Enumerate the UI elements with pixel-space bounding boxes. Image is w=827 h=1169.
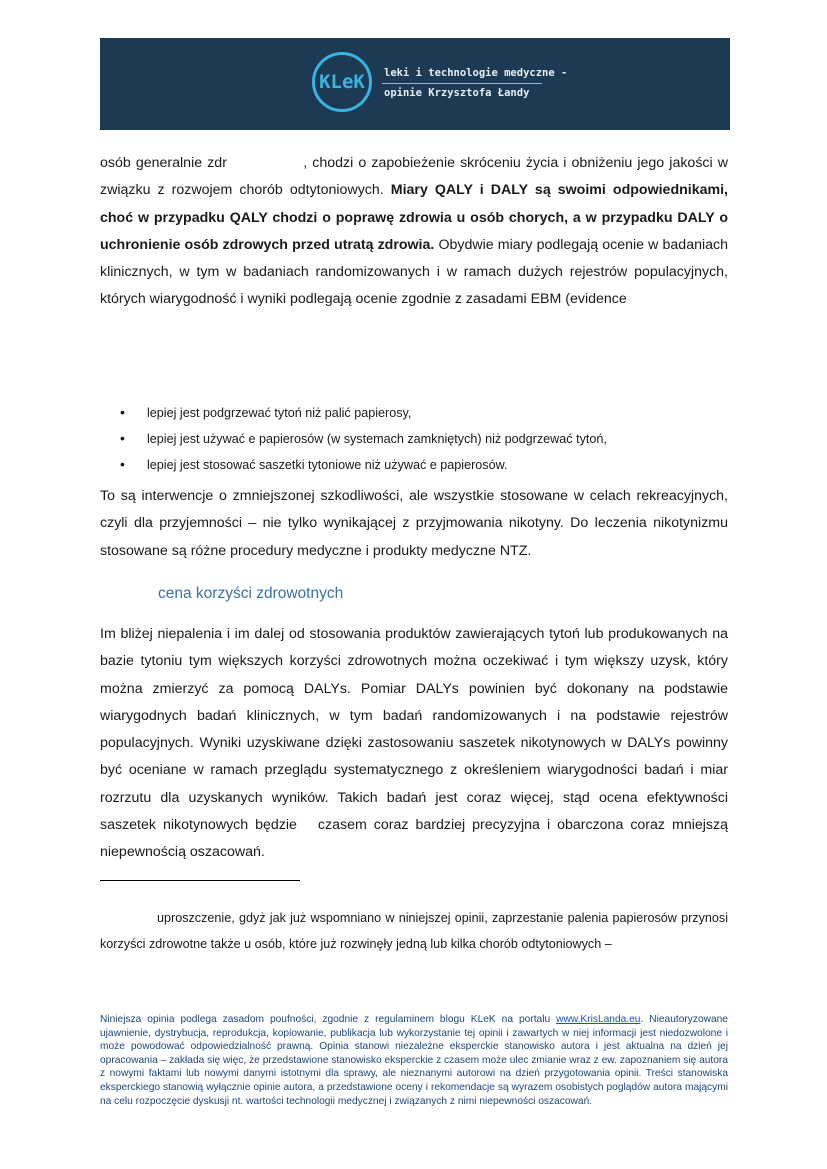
footer-text-before-link: Niniejsza opinia podlega zasadom poufności, zgodnie z regulaminem blogu KLeK na portalu xyxy=(100,1014,557,1025)
bullet-text: lepiej jest używać e papierosów (w systemach zamkniętych) niż podgrzewać tytoń, xyxy=(147,432,607,446)
paragraph-1-bold: Miary QALY i DALY są swoimi odpowiednikami, choć w przypadku QALY chodzi o poprawę zdrowia u osób chorych, a w przypadku DALY o uchronienie osób zdrowych przed utratą zdrowia. xyxy=(100,182,728,253)
list-item xyxy=(120,399,720,425)
list-item xyxy=(120,425,720,451)
paragraph-1-part1: osób generalnie zdr , chodzi o zapobieżenie skróceniu życia i obniżeniu jego jakości w związku z rozwojem chorób odtytoniowych. xyxy=(100,155,732,199)
footnote-text: uproszczenie, gdyż jak już wspomniano w niniejszej opinii, zaprzestanie palenia papierosów przynosi korzyści zdrowotne także u osób, które już rozwinęły jedną lub kilka chorób odtytoniowych – xyxy=(100,911,728,951)
paragraph-3: Im bliżej niepalenia i im dalej od stosowania produktów zawierających tytoń lub produkowanych na bazie tytoniu tym większych korzyści zdrowotnych można oczekiwać i tym większy uzysk, który można zmierzyć za pomocą DALYs. Pomiar DALYs powinien być dokonany na podstawie wiarygodnych badań klinicznych, w tym badań randomizowanych i na podstawie rejestrów populacyjnych. Wyniki uzyskiwane dzięki zastosowaniu saszetek nikotynowych w DALYs powinny być oceniane w ramach przeglądu systematycznego z określeniem wiarygodności badań i miar rozrzutu dla uzyskanych wyników. Takich badań jest coraz więcej, stąd ocena efektywności saszetek nikotynowych będzie czasem coraz bardziej precyzyjna i obarczona coraz mniejszą niepewnością oszacowań. xyxy=(100,626,732,861)
footnote-divider xyxy=(100,880,300,881)
krislanda-link[interactable]: www.KrisLanda.eu xyxy=(556,1014,641,1025)
paragraph-2: To są interwencje o zmniejszonej szkodliwości, ale wszystkie stosowane w celach rekreacyjnych, czyli dla przyjemności – nie tylko wynikającej z przyjmowania nikotyny. Do leczenia nikotynizmu stosowane są różne procedury medyczne i produkty medyczne NTZ. xyxy=(100,488,728,559)
paragraph-1 xyxy=(100,150,732,314)
logo-mark: KLeK xyxy=(319,71,365,93)
section-heading: cena korzyści zdrowotnych xyxy=(158,585,344,602)
bullet-icon: • xyxy=(120,430,125,446)
tagline-line1: leki i technologie medyczne - xyxy=(384,67,568,79)
footnote xyxy=(100,905,728,957)
confidentiality-footer xyxy=(100,1013,728,1108)
paragraph-1-part2: Obydwie miary podlegają ocenie w badaniach klinicznych, w tym w badaniach randomizowanych i w ramach dużych rejestrów populacyjnych, których wiarygodność i wyniki podlegają ocenie zgodnie z zasadami EBM (evidence xyxy=(100,236,728,308)
klek-logo xyxy=(312,52,372,112)
bullet-text: lepiej jest podgrzewać tytoń niż palić papierosy, xyxy=(147,406,412,420)
footer-text-after-link: . Nieautoryzowane ujawnienie, dystrybucja, reprodukcja, kopiowanie, publikacja lub wykorzystanie tej opinii i zawartych w niej informacji jest niedozwolone i może powodować odpowiedzialność prawną. Opinia stanowi niezależne eksperckie stanowisko autora i jest aktualna na dzień jej opracowania – zakłada się więc, że przedstawione stanowisko eksperckie z czasem może ulec zmianie wraz z ew. zapoznaniem się autora z nowymi faktami lub nowymi danymi istotnymi dla sprawy, ale nieznanymi autorowi na dzień przygotowania opinii. Treści stanowiska eksperckiego stanowią wyłącznie opinie autora, a przedstawione oceny i rekomendacje są wyrazem osobistych poglądów autora mającymi na celu rozpoczęcie dyskusji nt. wartości technologii medycznej i związanych z nimi niepewności oszacowań. xyxy=(100,1014,728,1107)
bullet-icon: • xyxy=(120,456,125,472)
logo-tagline xyxy=(382,66,567,100)
tagline-line2: opinie Krzysztofa Łandy xyxy=(384,87,530,99)
bullet-list xyxy=(120,399,720,477)
header-banner xyxy=(100,38,730,130)
bullet-text: lepiej jest stosować saszetki tytoniowe niż używać e papierosów. xyxy=(147,458,508,472)
list-item xyxy=(120,451,720,477)
bullet-icon: • xyxy=(120,404,125,420)
tagline-divider xyxy=(382,83,542,84)
